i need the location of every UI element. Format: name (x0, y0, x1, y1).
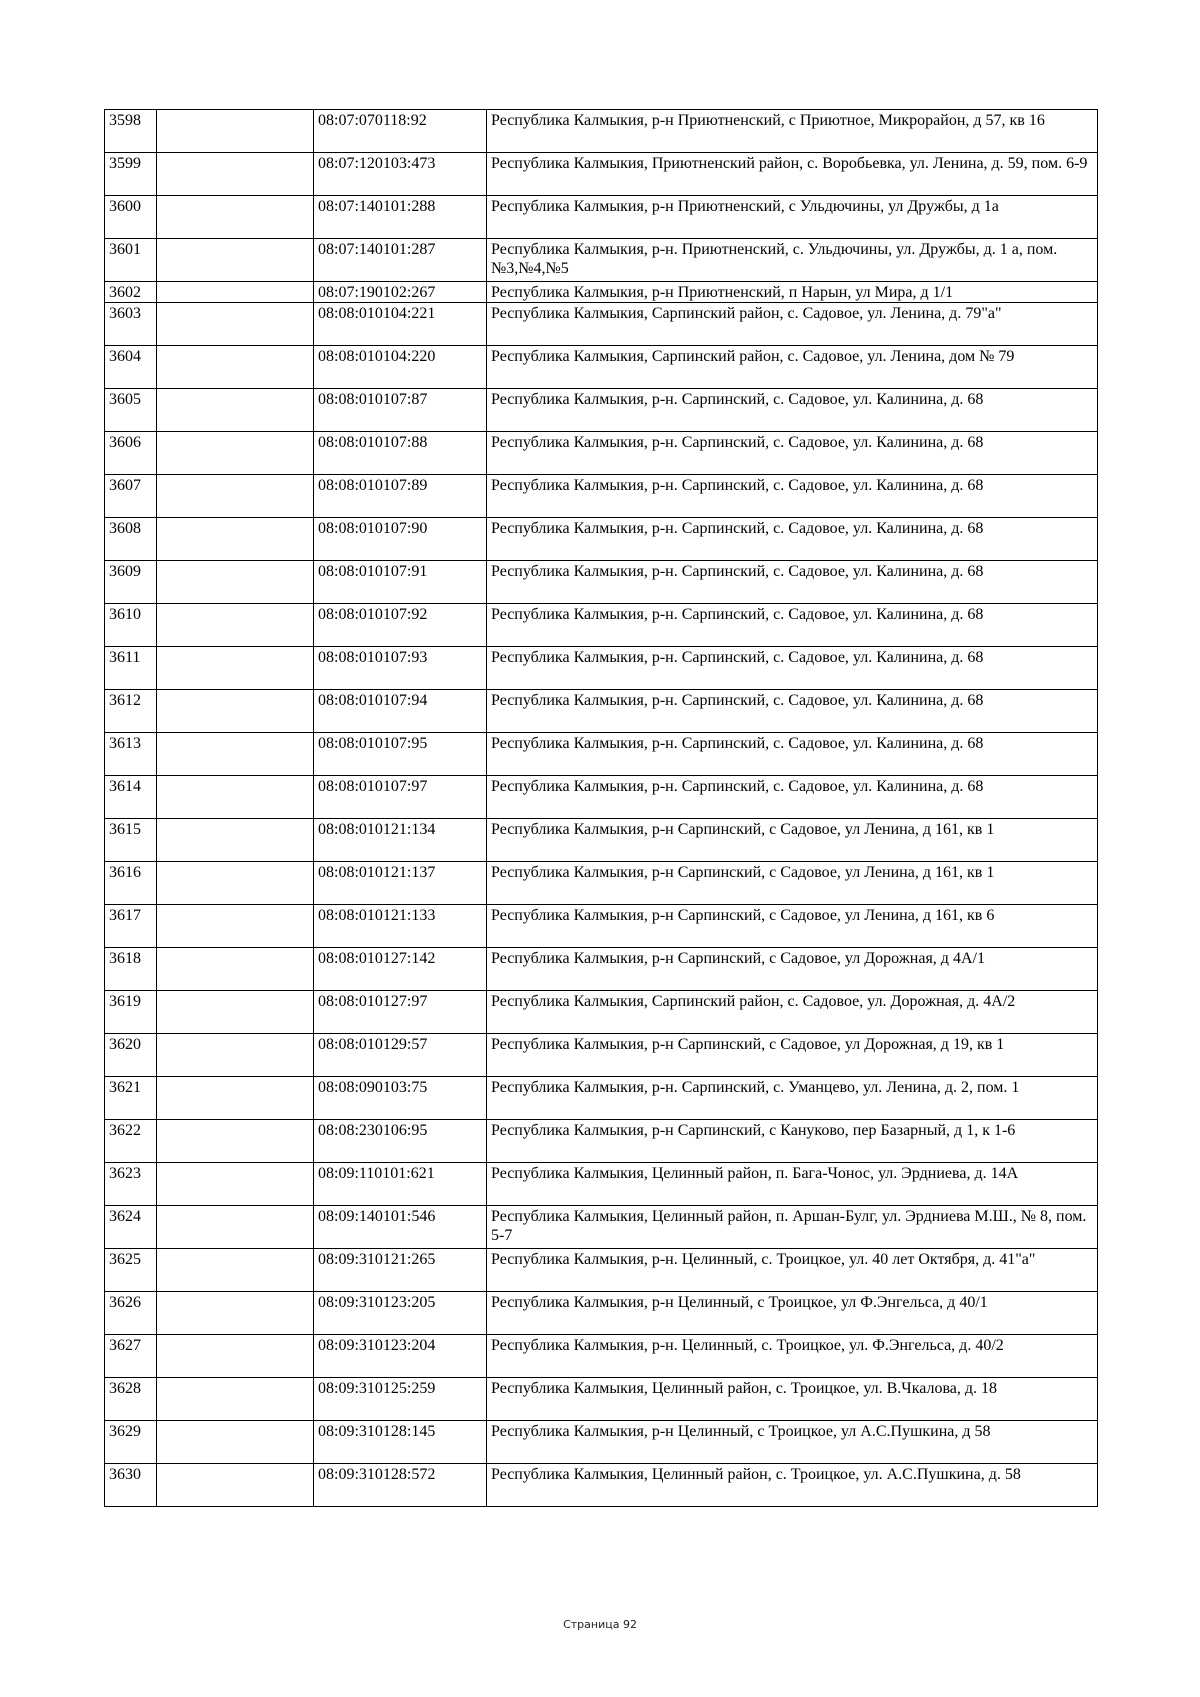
cadastral-number-cell: 08:09:310128:145 (314, 1421, 487, 1464)
empty-cell (157, 110, 314, 153)
cadastral-number-cell: 08:09:140101:546 (314, 1206, 487, 1249)
row-number-cell: 3602 (105, 282, 157, 303)
row-number-cell: 3619 (105, 991, 157, 1034)
row-number-cell: 3612 (105, 690, 157, 733)
cadastral-number-cell: 08:08:010107:92 (314, 604, 487, 647)
cadastral-number-cell: 08:08:010127:97 (314, 991, 487, 1034)
address-cell: Республика Калмыкия, Сарпинский район, с. Садовое, ул. Ленина, д. 79"а" (487, 303, 1098, 346)
cadastral-number-cell: 08:07:120103:473 (314, 153, 487, 196)
table-row (105, 1249, 1098, 1292)
row-number-cell: 3626 (105, 1292, 157, 1335)
row-number-cell: 3624 (105, 1206, 157, 1249)
cadastral-number-cell: 08:07:070118:92 (314, 110, 487, 153)
empty-cell (157, 346, 314, 389)
table-row (105, 776, 1098, 819)
registry-table-body (105, 110, 1098, 1507)
table-row (105, 1077, 1098, 1120)
address-cell: Республика Калмыкия, р-н. Сарпинский, с. Садовое, ул. Калинина, д. 68 (487, 389, 1098, 432)
row-number-cell: 3629 (105, 1421, 157, 1464)
address-cell: Республика Калмыкия, р-н Сарпинский, с Садовое, ул Ленина, д 161, кв 6 (487, 905, 1098, 948)
address-cell: Республика Калмыкия, р-н Сарпинский, с Кануково, пер Базарный, д 1, к 1-6 (487, 1120, 1098, 1163)
address-cell: Республика Калмыкия, р-н Сарпинский, с Садовое, ул Ленина, д 161, кв 1 (487, 862, 1098, 905)
row-number-cell: 3618 (105, 948, 157, 991)
cadastral-number-cell: 08:08:010121:134 (314, 819, 487, 862)
table-row (105, 991, 1098, 1034)
address-cell: Республика Калмыкия, р-н Приютненский, п Нарын, ул Мира, д 1/1 (487, 282, 1098, 303)
table-row (105, 1378, 1098, 1421)
empty-cell (157, 690, 314, 733)
cadastral-number-cell: 08:08:010107:95 (314, 733, 487, 776)
table-row (105, 604, 1098, 647)
address-cell: Республика Калмыкия, Сарпинский район, с. Садовое, ул. Дорожная, д. 4А/2 (487, 991, 1098, 1034)
address-cell: Республика Калмыкия, р-н. Приютненский, с. Ульдючины, ул. Дружбы, д. 1 а, пом. №3,№4,№5 (487, 239, 1098, 282)
empty-cell (157, 733, 314, 776)
address-cell: Республика Калмыкия, р-н Приютненский, с Приютное, Микрорайон, д 57, кв 16 (487, 110, 1098, 153)
row-number-cell: 3600 (105, 196, 157, 239)
empty-cell (157, 1120, 314, 1163)
table-row (105, 905, 1098, 948)
table-row (105, 1034, 1098, 1077)
empty-cell (157, 1292, 314, 1335)
empty-cell (157, 948, 314, 991)
table-row (105, 432, 1098, 475)
cadastral-number-cell: 08:08:090103:75 (314, 1077, 487, 1120)
address-cell: Республика Калмыкия, р-н. Сарпинский, с. Садовое, ул. Калинина, д. 68 (487, 690, 1098, 733)
table-row (105, 1206, 1098, 1249)
address-cell: Республика Калмыкия, р-н Сарпинский, с Садовое, ул Ленина, д 161, кв 1 (487, 819, 1098, 862)
table-row (105, 1163, 1098, 1206)
table-row (105, 1120, 1098, 1163)
cadastral-number-cell: 08:09:310123:205 (314, 1292, 487, 1335)
row-number-cell: 3613 (105, 733, 157, 776)
cadastral-number-cell: 08:08:010107:94 (314, 690, 487, 733)
address-cell: Республика Калмыкия, р-н. Сарпинский, с. Садовое, ул. Калинина, д. 68 (487, 518, 1098, 561)
address-cell: Республика Калмыкия, р-н Сарпинский, с Садовое, ул Дорожная, д 19, кв 1 (487, 1034, 1098, 1077)
cadastral-number-cell: 08:09:310121:265 (314, 1249, 487, 1292)
address-cell: Республика Калмыкия, Целинный район, с. Троицкое, ул. В.Чкалова, д. 18 (487, 1378, 1098, 1421)
row-number-cell: 3610 (105, 604, 157, 647)
cadastral-number-cell: 08:09:110101:621 (314, 1163, 487, 1206)
empty-cell (157, 862, 314, 905)
empty-cell (157, 905, 314, 948)
row-number-cell: 3601 (105, 239, 157, 282)
row-number-cell: 3609 (105, 561, 157, 604)
cadastral-number-cell: 08:08:010129:57 (314, 1034, 487, 1077)
empty-cell (157, 282, 314, 303)
table-row (105, 862, 1098, 905)
table-row (105, 518, 1098, 561)
empty-cell (157, 1464, 314, 1507)
row-number-cell: 3627 (105, 1335, 157, 1378)
address-cell: Республика Калмыкия, Приютненский район, с. Воробьевка, ул. Ленина, д. 59, пом. 6-9 (487, 153, 1098, 196)
cadastral-number-cell: 08:07:140101:287 (314, 239, 487, 282)
table-row (105, 1464, 1098, 1507)
cadastral-number-cell: 08:09:310123:204 (314, 1335, 487, 1378)
cadastral-number-cell: 08:08:010104:221 (314, 303, 487, 346)
empty-cell (157, 604, 314, 647)
address-cell: Республика Калмыкия, р-н Целинный, с Троицкое, ул А.С.Пушкина, д 58 (487, 1421, 1098, 1464)
cadastral-number-cell: 08:09:310125:259 (314, 1378, 487, 1421)
cadastral-number-cell: 08:08:010107:91 (314, 561, 487, 604)
row-number-cell: 3622 (105, 1120, 157, 1163)
cadastral-number-cell: 08:08:010107:88 (314, 432, 487, 475)
empty-cell (157, 518, 314, 561)
row-number-cell: 3630 (105, 1464, 157, 1507)
address-cell: Республика Калмыкия, р-н. Сарпинский, с. Садовое, ул. Калинина, д. 68 (487, 475, 1098, 518)
address-cell: Республика Калмыкия, Целинный район, п. Аршан-Булг, ул. Эрдниева М.Ш., № 8, пом. 5-7 (487, 1206, 1098, 1249)
row-number-cell: 3620 (105, 1034, 157, 1077)
empty-cell (157, 153, 314, 196)
table-row (105, 690, 1098, 733)
address-cell: Республика Калмыкия, р-н. Сарпинский, с. Садовое, ул. Калинина, д. 68 (487, 604, 1098, 647)
table-row (105, 303, 1098, 346)
row-number-cell: 3623 (105, 1163, 157, 1206)
row-number-cell: 3606 (105, 432, 157, 475)
table-row (105, 389, 1098, 432)
table-row (105, 647, 1098, 690)
empty-cell (157, 1249, 314, 1292)
table-row (105, 1335, 1098, 1378)
cadastral-number-cell: 08:07:140101:288 (314, 196, 487, 239)
address-cell: Республика Калмыкия, р-н. Сарпинский, с. Садовое, ул. Калинина, д. 68 (487, 647, 1098, 690)
table-row (105, 561, 1098, 604)
address-cell: Республика Калмыкия, р-н. Сарпинский, с. Садовое, ул. Калинина, д. 68 (487, 776, 1098, 819)
table-row (105, 1292, 1098, 1335)
row-number-cell: 3598 (105, 110, 157, 153)
address-cell: Республика Калмыкия, р-н. Сарпинский, с. Садовое, ул. Калинина, д. 68 (487, 733, 1098, 776)
cadastral-number-cell: 08:08:010107:93 (314, 647, 487, 690)
address-cell: Республика Калмыкия, р-н. Целинный, с. Троицкое, ул. 40 лет Октября, д. 41"а" (487, 1249, 1098, 1292)
empty-cell (157, 819, 314, 862)
table-row (105, 282, 1098, 303)
address-cell: Республика Калмыкия, р-н. Сарпинский, с. Садовое, ул. Калинина, д. 68 (487, 561, 1098, 604)
table-row (105, 153, 1098, 196)
page-number: Страница 92 (563, 1618, 637, 1631)
empty-cell (157, 1034, 314, 1077)
cadastral-number-cell: 08:08:010121:137 (314, 862, 487, 905)
empty-cell (157, 1163, 314, 1206)
empty-cell (157, 1421, 314, 1464)
table-row (105, 196, 1098, 239)
address-cell: Республика Калмыкия, р-н Приютненский, с Ульдючины, ул Дружбы, д 1а (487, 196, 1098, 239)
table-row (105, 1421, 1098, 1464)
row-number-cell: 3599 (105, 153, 157, 196)
row-number-cell: 3625 (105, 1249, 157, 1292)
row-number-cell: 3605 (105, 389, 157, 432)
row-number-cell: 3614 (105, 776, 157, 819)
row-number-cell: 3603 (105, 303, 157, 346)
address-cell: Республика Калмыкия, р-н Сарпинский, с Садовое, ул Дорожная, д 4А/1 (487, 948, 1098, 991)
row-number-cell: 3608 (105, 518, 157, 561)
cadastral-number-cell: 08:08:010104:220 (314, 346, 487, 389)
empty-cell (157, 389, 314, 432)
property-registry-table (104, 109, 1098, 1507)
cadastral-number-cell: 08:08:230106:95 (314, 1120, 487, 1163)
empty-cell (157, 303, 314, 346)
row-number-cell: 3615 (105, 819, 157, 862)
cadastral-number-cell: 08:08:010107:89 (314, 475, 487, 518)
address-cell: Республика Калмыкия, р-н Целинный, с Троицкое, ул Ф.Энгельса, д 40/1 (487, 1292, 1098, 1335)
row-number-cell: 3616 (105, 862, 157, 905)
cadastral-number-cell: 08:08:010127:142 (314, 948, 487, 991)
empty-cell (157, 561, 314, 604)
address-cell: Республика Калмыкия, р-н. Сарпинский, с. Уманцево, ул. Ленина, д. 2, пом. 1 (487, 1077, 1098, 1120)
cadastral-number-cell: 08:07:190102:267 (314, 282, 487, 303)
row-number-cell: 3611 (105, 647, 157, 690)
address-cell: Республика Калмыкия, р-н. Сарпинский, с. Садовое, ул. Калинина, д. 68 (487, 432, 1098, 475)
address-cell: Республика Калмыкия, Целинный район, с. Троицкое, ул. А.С.Пушкина, д. 58 (487, 1464, 1098, 1507)
address-cell: Республика Калмыкия, р-н. Целинный, с. Троицкое, ул. Ф.Энгельса, д. 40/2 (487, 1335, 1098, 1378)
table-row (105, 819, 1098, 862)
cadastral-number-cell: 08:09:310128:572 (314, 1464, 487, 1507)
cadastral-number-cell: 08:08:010107:87 (314, 389, 487, 432)
table-row (105, 475, 1098, 518)
row-number-cell: 3604 (105, 346, 157, 389)
table-row (105, 110, 1098, 153)
row-number-cell: 3621 (105, 1077, 157, 1120)
empty-cell (157, 239, 314, 282)
address-cell: Республика Калмыкия, Целинный район, п. Бага-Чонос, ул. Эрдниева, д. 14А (487, 1163, 1098, 1206)
empty-cell (157, 1077, 314, 1120)
empty-cell (157, 432, 314, 475)
empty-cell (157, 1378, 314, 1421)
empty-cell (157, 647, 314, 690)
empty-cell (157, 475, 314, 518)
cadastral-number-cell: 08:08:010107:90 (314, 518, 487, 561)
empty-cell (157, 1206, 314, 1249)
cadastral-number-cell: 08:08:010107:97 (314, 776, 487, 819)
table-row (105, 239, 1098, 282)
table-row (105, 948, 1098, 991)
table-row (105, 733, 1098, 776)
empty-cell (157, 776, 314, 819)
empty-cell (157, 196, 314, 239)
address-cell: Республика Калмыкия, Сарпинский район, с. Садовое, ул. Ленина, дом № 79 (487, 346, 1098, 389)
row-number-cell: 3617 (105, 905, 157, 948)
table-row (105, 346, 1098, 389)
row-number-cell: 3628 (105, 1378, 157, 1421)
row-number-cell: 3607 (105, 475, 157, 518)
empty-cell (157, 1335, 314, 1378)
empty-cell (157, 991, 314, 1034)
cadastral-number-cell: 08:08:010121:133 (314, 905, 487, 948)
